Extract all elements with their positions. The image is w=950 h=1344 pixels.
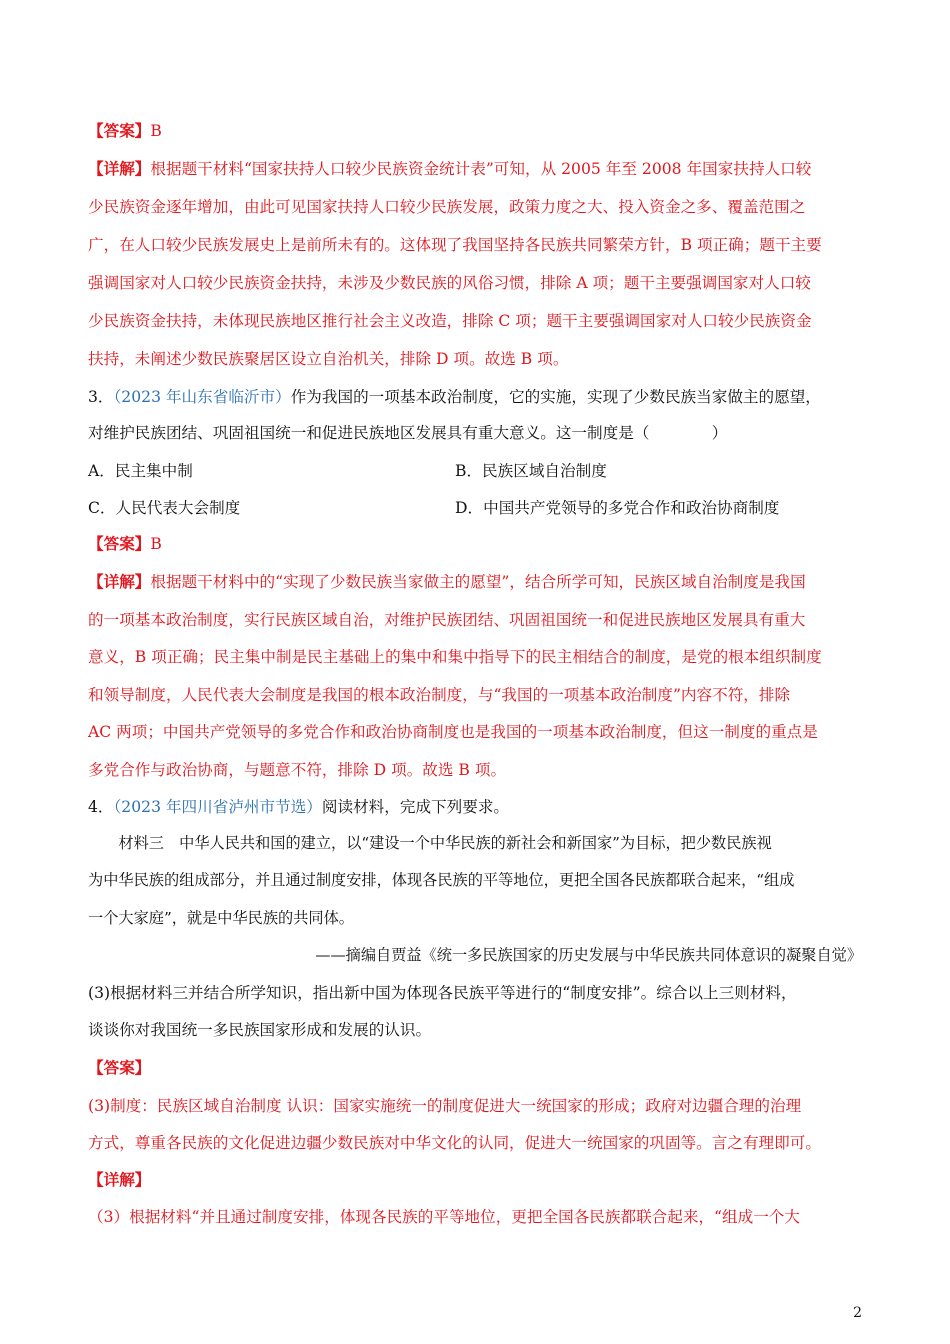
q4-stem [88, 796, 878, 818]
answer-tag: 【答案】 [88, 534, 151, 553]
answer-tag: 【答案】 [88, 121, 151, 140]
question-number: 4． [88, 798, 114, 816]
option-c: C．人民代表大会制度 [88, 499, 241, 517]
q2-detail-line: 强调国家对人口较少民族资金扶持，未涉及少数民族的风俗习惯，排除 A 项；题干主要强调国家对人口较 [88, 274, 811, 292]
detail-tag: 【详解】 [88, 159, 151, 178]
q3-detail-line: AC 两项；中国共产党领导的多党合作和政治协商制度也是我国的一项基本政治制度，但这一制度的重点是 [88, 723, 818, 741]
q3-detail-line: 的一项基本政治制度，实行民族区域自治，对维护民族团结、巩固祖国统一和促进民族地区发展具有重大 [88, 611, 806, 629]
q3-detail-line: 意义，B 项正确；民主集中制是民主基础上的集中和集中指导下的民主相结合的制度，是党的根本组织制度 [88, 648, 822, 666]
question-number: 3． [88, 388, 114, 406]
detail-text: 根据题干材料“国家扶持人口较少民族资金统计表”可知，从 2005 年至 2008 年国家扶持人口较 [150, 160, 812, 178]
question-source: （2023 年四川省泸州市节选） [113, 798, 322, 816]
q3-answer [88, 533, 878, 555]
q4-answer-line: 方式，尊重各民族的文化促进边疆少数民族对中华文化的认同，促进大一统国家的巩固等。言之有理即可。 [88, 1134, 821, 1152]
q2-detail-line [88, 158, 878, 180]
q4-question-line: 谈谈你对我国统一多民族国家形成和发展的认识。 [88, 1021, 432, 1039]
q3-stem [88, 386, 878, 408]
stem-text: 阅读材料，完成下列要求。 [321, 798, 510, 816]
stem-text: 作为我国的一项基本政治制度，它的实施，实现了少数民族当家做主的愿望， [290, 388, 821, 406]
q4-answer-line: (3)制度：民族区域自治制度 认识：国家实施统一的制度促进大一统国家的形成；政府对边疆合理的治理 [88, 1097, 802, 1115]
material-source: ——摘编自贾益《统一多民族国家的历史发展与中华民族共同体意识的凝聚自觉》 [315, 946, 862, 964]
q3-detail-line: 多党合作与政治协商，与题意不符，排除 D 项。故选 B 项。 [88, 761, 507, 779]
material-line: 材料三 中华人民共和国的建立，以“建设一个中华民族的新社会和新国家”为目标，把少数民族视 [88, 834, 772, 852]
option-a: A．民主集中制 [88, 462, 193, 480]
option-d: D．中国共产党领导的多党合作和政治协商制度 [455, 499, 780, 517]
q4-detail-tag: 【详解】 [88, 1170, 151, 1189]
q2-detail-line: 少民族资金扶持，未体现民族地区推行社会主义改造，排除 C 项；题干主要强调国家对人口较少民族资金 [88, 312, 812, 330]
q2-answer [88, 120, 878, 142]
option-b: B．民族区域自治制度 [455, 462, 607, 480]
q2-detail-line: 广，在人口较少民族发展史上是前所未有的。这体现了我国坚持各民族共同繁荣方针，B 项正确；题干主要 [88, 236, 822, 254]
q2-detail-line: 扶持，未阐述少数民族聚居区设立自治机关，排除 D 项。故选 B 项。 [88, 350, 569, 368]
q4-question-line: (3)根据材料三并结合所学知识，指出新中国为体现各民族平等进行的“制度安排”。综合以上三则材料， [88, 984, 797, 1002]
q3-detail-line: 和领导制度，人民代表大会制度是我国的根本政治制度，与“我国的一项基本政治制度”内容不符，排除 [88, 686, 791, 704]
q4-detail-line: （3）根据材料“并且通过制度安排，体现各民族的平等地位，更把全国各民族都联合起来，“组成一个大 [88, 1208, 800, 1226]
page-number: 2 [853, 1305, 862, 1321]
q4-answer-tag: 【答案】 [88, 1058, 151, 1077]
detail-tag: 【详解】 [88, 572, 151, 591]
answer-value: B [150, 122, 162, 140]
material-line: 为中华民族的组成部分，并且通过制度安排，体现各民族的平等地位，更把全国各民族都联合起来，“组成 [88, 871, 795, 889]
detail-text: 根据题干材料中的“实现了少数民族当家做主的愿望”，结合所学可知，民族区域自治制度是我国 [150, 573, 806, 591]
q3-detail-line [88, 571, 878, 593]
question-source: （2023 年山东省临沂市） [113, 388, 291, 406]
q3-stem-line2: 对维护民族团结、巩固祖国统一和促进民族地区发展具有重大意义。这一制度是（ ） [88, 424, 728, 442]
material-line: 一个大家庭”，就是中华民族的共同体。 [88, 909, 354, 927]
q2-detail-line: 少民族资金逐年增加，由此可见国家扶持人口较少民族发展，政策力度之大、投入资金之多、覆盖范围之 [88, 198, 806, 216]
answer-value: B [150, 535, 162, 553]
